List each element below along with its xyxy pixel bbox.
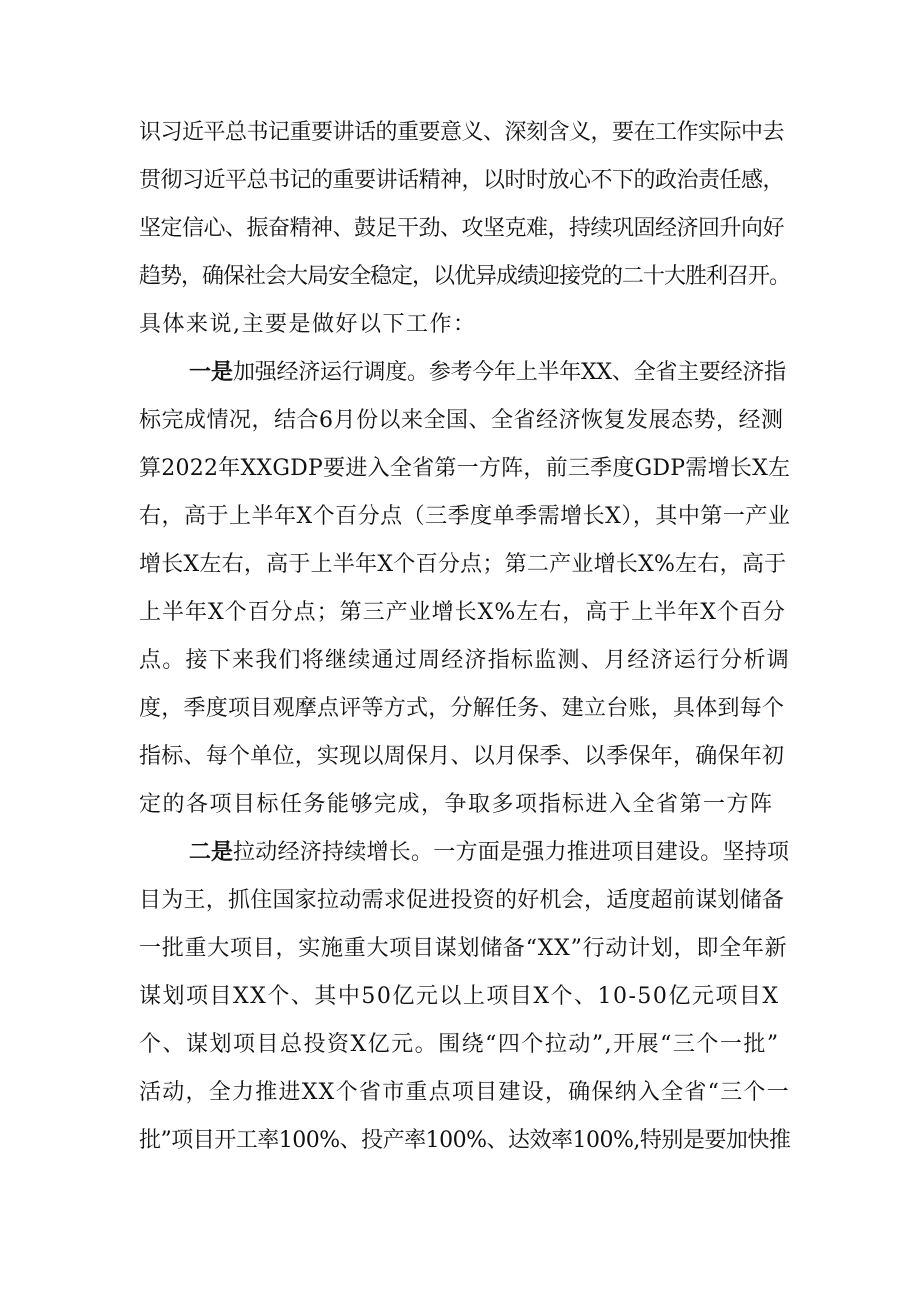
- text-line: 趋势，确保社会大局安全稳定，以优异成绩迎接党的二十大胜利召开。: [139, 264, 791, 289]
- text-line: 增长X左右，高于上半年X个百分点；第二产业增长X%左右，高于: [139, 552, 787, 577]
- text-line: 批”项目开工率100%、投产率100%、达效率100%,特别是要加快推: [139, 1128, 791, 1153]
- text-line: 坚定信心、振奋精神、鼓足干劲、攻坚克难，持续巩固经济回升向好: [139, 216, 785, 241]
- text-line: 拉动经济持续增长。一方面是强力推进项目建设。坚持项: [233, 840, 790, 865]
- text-line: 贯彻习近平总书记的重要讲话精神，以时时放心不下的政治责任感，: [139, 168, 785, 193]
- text-line: 标完成情况，结合6月份以来全国、全省经济恢复发展态势，经测: [139, 408, 784, 433]
- paragraph-lead-2: 二是: [189, 840, 234, 865]
- text-line: 加强经济运行调度。参考今年上半年XX、全省主要经济指: [233, 360, 786, 385]
- text-line: 识习近平总书记重要讲话的重要意义、深刻含义，要在工作实际中去: [139, 120, 785, 145]
- text-line: 目为王，抓住国家拉动需求促进投资的好机会，适度超前谋划储备: [139, 888, 785, 913]
- paragraph-lead-1: 一是: [189, 360, 234, 385]
- text-line: 个、谋划项目总投资X亿元。围绕“四个拉动”,开展“三个一批”: [139, 1032, 780, 1057]
- text-line: 度，季度项目观摩点评等方式，分解任务、建立台账，具体到每个: [139, 696, 785, 721]
- text-line: 右，高于上半年X个百分点（三季度单季需增长X），其中第一产业: [139, 504, 791, 529]
- paragraph-1-first-line: [189, 362, 786, 384]
- text-line: 谋划项目XX个、其中50亿元以上项目X个、10-50亿元项目X: [139, 984, 780, 1009]
- text-line: 算2022年XXGDP要进入全省第一方阵，前三季度GDP需增长X左: [139, 456, 791, 481]
- text-line: 具体来说,主要是做好以下工作：: [139, 312, 477, 337]
- text-line: 活动，全力推进XX个省市重点项目建设，确保纳入全省“三个一: [139, 1080, 790, 1105]
- text-line: 指标、每个单位，实现以周保月、以月保季、以季保年，确保年初: [139, 744, 785, 769]
- paragraph-2-first-line: [189, 842, 789, 864]
- text-line: 点。接下来我们将继续通过周经济指标监测、月经济运行分析调: [139, 648, 791, 673]
- text-line: 一批重大项目，实施重大项目谋划储备“XX”行动计划，即全年新: [139, 936, 788, 961]
- text-line: 定的各项目标任务能够完成，争取多项指标进入全省第一方阵: [139, 792, 774, 817]
- text-line: 上半年X个百分点；第三产业增长X%左右，高于上半年X个百分: [139, 600, 786, 625]
